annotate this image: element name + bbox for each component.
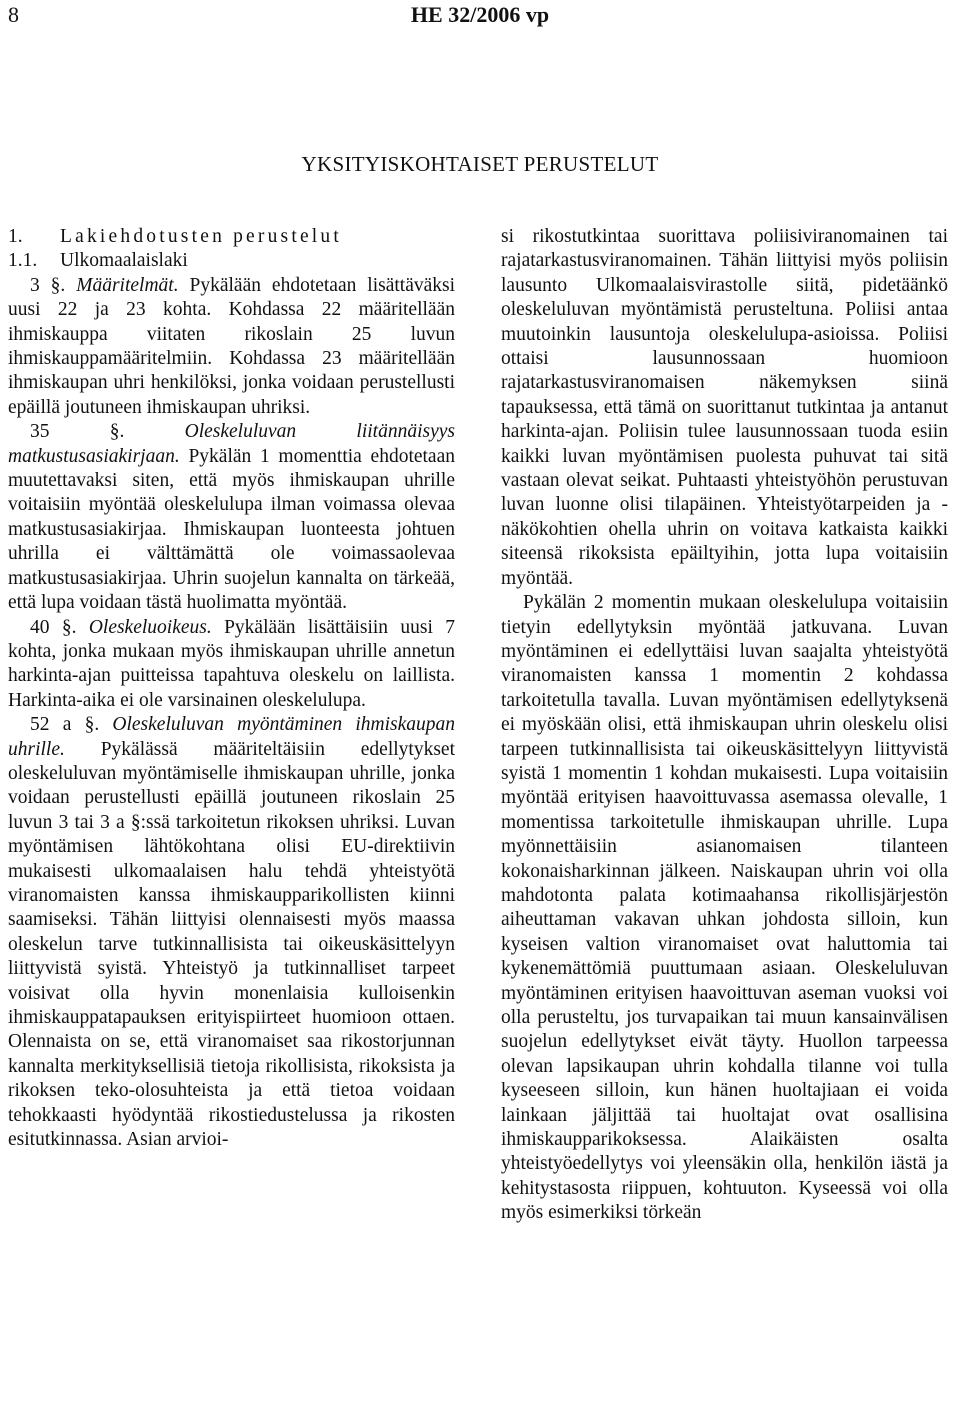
right-column xyxy=(501,225,948,1226)
section-body: Pykälän 1 momenttia ehdotetaan muutettavaksi siten, että myös ihmiskaupan uhrille voitaisiin myöntää oleskelulupa ilman voimassa olevaa matkustusasiakirjaa. Ihmiskaupan luonteesta johtuen uhrilla ei välttämättä ole voimassaolevaa matkustusasiakirjaa. Uhrin suojelun kannalta on tärkeää, että lupa voidaan tästä huolimatta myöntää. xyxy=(8,445,455,614)
subheading-number: 1.1. xyxy=(8,250,38,272)
paragraph-section-3: 3 §. Määritelmät. Pykälään ehdotetaan lisättäväksi uusi 22 ja 23 kohta. Kohdassa 22 määritellään ihmiskauppa viitaten rikoslain 25 luvun ihmiskauppamääritelmiin. Kohdassa 23 määritellään ihmiskaupan uhri henkilöksi, jonka voidaan perustellusti epäillä joutuneen ihmiskaupan uhriksi. xyxy=(8,274,456,418)
paragraph-section-52a: 52 a §. Oleskeluluvan myöntäminen ihmiskaupan uhrille. Pykälässä määriteltäisiin edellytykset oleskeluluvan myöntämiselle ihmiskaupan uhrille, jonka voidaan perustellusti epäillä joutuneen rikoslain 25 luvun 3 tai 3 a §:ssä tarkoitetun rikoksen uhriksi. Luvan myöntämisen lähtökohtana olisi EU-direktiivin mukaisesti ulkomaalaisen halu tehdä yhteistyötä viranomaisten kanssa ihmiskaupparikollisten kiinni saamiseksi. Tähän liittyisi olennaisesti myös maassa oleskelun tarve tutkinnallisista tai oikeuskäsittelyyn liittyvistä syistä. Yhteistyö ja tutkinnalliset tarpeet voisivat olla hyvin monenlaisia kulloisenkin ihmiskauppatapauksen erityispiirteet huomioon ottaen. Olennaista on se, että viranomaiset saa rikostorjunnan kannalta merkityksellisiä tietoja rikollisista, rikoksista ja rikoksen teko-olosuhteista ja että tietoa voidaan tehokkaasti hyödyntää rikostiedustelussa ja rikosten esitutkinnassa. Asian arvioi- xyxy=(8,714,456,1151)
section-symbol: § xyxy=(84,714,95,736)
document-id: HE 32/2006 vp xyxy=(410,2,550,27)
left-column xyxy=(8,225,455,1152)
heading-level-1 xyxy=(8,225,455,249)
section-symbol: § xyxy=(61,616,72,638)
section-number: 40 xyxy=(30,616,50,638)
section-heading: Määritelmät. xyxy=(76,274,179,296)
paragraph-section-40: 40 §. Oleskeluoikeus. Pykälään lisättäisiin uusi 7 kohta, jonka mukaan myös ihmiskaupan uhrille annetun harkinta-ajan puitteissa tapahtuva oleskelu on laillista. Harkinta-aika ei ole varsinainen oleskelulupa. xyxy=(8,616,455,711)
section-number: 52 a xyxy=(30,714,72,736)
section-body: Pykälään ehdotetaan lisättäväksi uusi 22 ja 23 kohta. Kohdassa 22 määritellään ihmiskauppa viitaten rikoslain 25 luvun ihmiskauppamääritelmiin. Kohdassa 23 määritellään ihmiskaupan uhri henkilöksi, jonka voidaan perustellusti epäillä joutuneen ihmiskaupan uhriksi. xyxy=(8,274,456,418)
section-heading: Oleskeluluvan myöntäminen ihmiskaupan uhrille. xyxy=(8,714,456,760)
paragraph-section-35: 35 §. Oleskeluluvan liitännäisyys matkustusasiakirjaan. Pykälän 1 momenttia ehdotetaan muutettavaksi siten, että myös ihmiskaupan uhrille voitaisiin myöntää oleskelulupa ilman voimassa olevaa matkustusasiakirjaa. Ihmiskaupan luonteesta johtuen uhrilla ei välttämättä ole voimassaolevaa matkustusasiakirjaa. Uhrin suojelun kannalta on tärkeää, että lupa voidaan tästä huolimatta myöntää. xyxy=(8,421,455,614)
section-body: Pykälässä määriteltäisiin edellytykset oleskeluluvan myöntämiselle ihmiskaupan uhrille, jonka voidaan perustellusti epäillä joutuneen rikoslain 25 luvun 3 tai 3 a §:ssä tarkoitetun rikoksen uhriksi. Luvan myöntämisen lähtökohtana olisi EU-direktiivin mukaisesti ulkomaalaisen halu tehdä yhteistyötä viranomaisten kanssa ihmiskaupparikollisten kiinni saamiseksi. Tähän liittyisi olennaisesti myös maassa oleskelun tarve tutkinnallisista tai oikeuskäsittelyyn liittyvistä syistä. Yhteistyö ja tutkinnalliset tarpeet voisivat olla hyvin monenlaisia kulloisenkin ihmiskauppatapauksen erityispiirteet huomioon ottaen. Olennaista on se, että viranomaiset saa rikostorjunnan kannalta merkityksellisiä tietoja rikollisista, rikoksista ja rikoksen teko-olosuhteista ja että tietoa voidaan tehokkaasti hyödyntää rikostiedustelussa ja rikosten esitutkinnassa. Asian arvioi- xyxy=(8,738,455,1151)
heading-number: 1. xyxy=(8,226,23,247)
page-number: 8 xyxy=(8,2,19,27)
section-symbol: § xyxy=(50,274,61,296)
paragraph-continued: si rikostutkintaa suorittava poliisiviranomainen tai rajatarkastusviranomainen. Tähän liittyisi myös poliisin lausunto Ulkomaalaisvirastolle siitä, pidetäänkö oleskeluluvan myöntämistä perusteltuna. Poliisi antaa muutoinkin lausuntoja oleskelulupa-asioissa. Poliisi ottaisi lausunnossaan huomioon rajatarkastusviranomaisen näkemyksen siinä tapauksessa, että tämä on suorittanut tutkintaa ja antanut harkinta-ajan. Poliisin tulee lausunnossaan tuoda esiin kaikki luvan myöntämisen puolesta puhuvat tai sitä vastaan olevat seikat. Puhtaasti yhteistyöhön perustuvan luvan luonne olisi tilapäinen. Yhteistyötarpeiden ja -näkökohtien ohella uhrin on voitava katkaista kaikki siteensä rikoksista epäiltyihin, jotta lupa voitaisiin myöntää. xyxy=(501,226,948,589)
section-title: YKSITYISKOHTAISET PERUSTELUT xyxy=(301,152,659,176)
section-number: 3 xyxy=(30,274,40,296)
section-symbol: § xyxy=(109,421,120,443)
section-number: 35 xyxy=(30,421,50,443)
heading-level-2 xyxy=(8,249,455,273)
section-body: Pykälään lisättäisiin uusi 7 kohta, jonka mukaan myös ihmiskaupan uhrille annetun harkinta-ajan puitteissa tapahtuva oleskelu on laillista. Harkinta-aika ei ole varsinainen oleskelulupa. xyxy=(8,616,455,711)
heading-text: Lakiehdotusten perustelut xyxy=(60,226,342,247)
section-heading: Oleskeluluvan liitännäisyys matkustusasiakirjaan. xyxy=(8,421,455,467)
paragraph-moment-2: Pykälän 2 momentin mukaan oleskelulupa voitaisiin tietyin edellytyksin myöntää jatkuvana. Luvan myöntäminen ei edellyttäisi luvan saajalta yhteistyötä viranomaisten kanssa 1 momentin 2 kohdassa tarkoitetulla tavalla. Luvan myöntämisen edellytyksenä ei myöskään olisi, että ihmiskaupan uhrin oleskelu olisi tarpeen tutkinnallisista tai oikeuskäsittelyyn liittyvistä syistä 1 momentin 1 kohdan mukaisesti. Lupa voitaisiin myöntää erityisen haavoittuvassa asemassa olevalle, 1 momentissa tarkoitetulle ihmiskaupan uhrille. Lupa myönnettäisiin asianomaisen tilanteen kokonaisharkinnan jälkeen. Naiskaupan uhrin voi olla mahdotonta palata kotimaahansa rikollisjärjestön aiheuttaman vakavan uhkan johdosta silloin, kun kyseisen valtion viranomaiset ovat haluttomia tai kykenemättömiä puuttumaan asiaan. Oleskeluluvan myöntäminen erityisen haavoittuvan aseman vuoksi voi olla perusteltu, jos turvapaikan tai muun kansainvälisen suojelun edellytykset eivät täyty. Huollon tarpeessa olevan lapsikaupan uhrin kohdalla tilanne voi tulla kyseeseen silloin, kun hänen huoltajiaan ei voida lainkaan jäljittää tai huoltajat ovat osallisina ihmiskaupparikoksessa. Alaikäisten osalta yhteistyöedellytys voi yleensäkin olla, henkilön iästä ja kehitystasosta riippuen, kohtuuton. Kyseessä voi olla myös esimerkiksi törkeän xyxy=(501,592,948,1224)
subheading-text: Ulkomaalaislaki xyxy=(60,250,188,272)
section-heading: Oleskeluoikeus. xyxy=(88,616,212,638)
